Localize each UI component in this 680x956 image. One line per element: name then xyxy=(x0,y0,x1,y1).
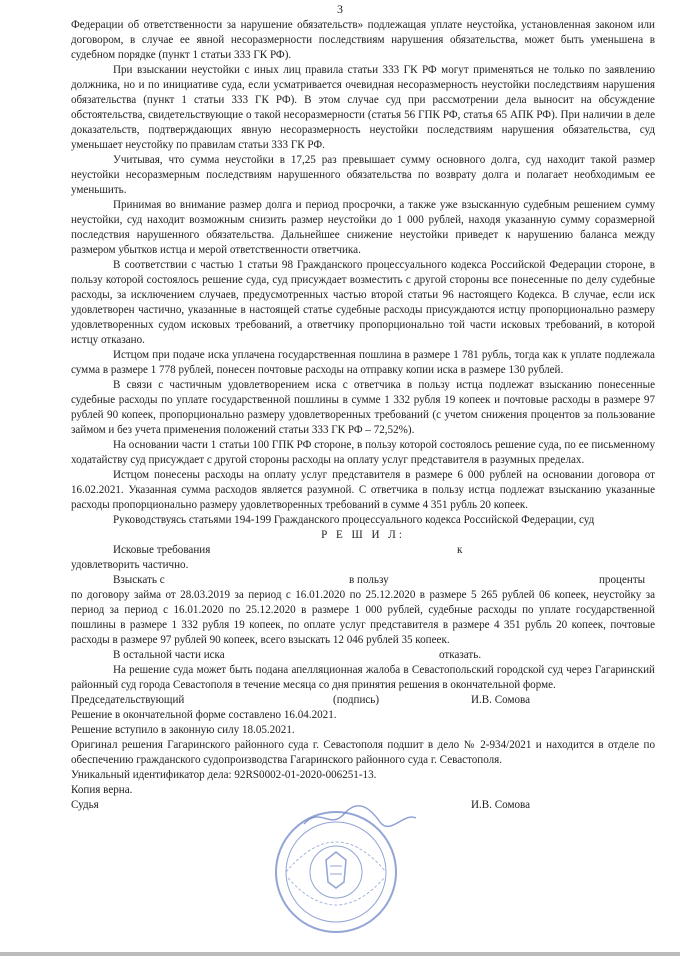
page-number: 3 xyxy=(337,2,343,16)
paragraph-8: На основании части 1 статьи 100 ГПК РФ стороне, в пользу которой состоялось решение суда, по ее письменному ходатайству суд присуждает с другой стороны расходы на оплату услуг представителя в разумных пределах. xyxy=(71,439,655,466)
collect-line xyxy=(71,573,655,588)
uid-note: Уникальный идентификатор дела: 92RS0002-01-2020-006251-13. xyxy=(71,769,377,781)
presiding-label: Председательствующий xyxy=(71,694,185,706)
paragraph-6: Истцом при подаче иска уплачена государственная пошлина в размере 1 781 рубль, тогда как к уплате подлежала сумма в размере 1 778 рублей, понесен почтовые расходы на отправку копии иска в размере 130 рублей. xyxy=(71,349,655,376)
collect-text: по договору займа от 28.03.2019 за период с 16.01.2020 по 25.12.2020 в размере 5 265 рублей 06 копеек, неустойку за период за период с 16.01.2020 по 25.12.2020 в размере 1 000 рублей, судебные расходы по уплате государственной пошлины в размере 1 332 рубля 19 копеек, по оплате услуг представителя в размере 4 351 рубль 20 копеек, почтовые расходы в размере 97 рублей 90 копеек, всего взыскать 12 046 рублей 35 копеек. xyxy=(71,589,655,646)
claims-label: Исковые требования xyxy=(113,544,211,556)
judge-name-2: И.В. Сомова xyxy=(471,799,531,811)
interest-word: проценты xyxy=(599,574,646,586)
judge-name: И.В. Сомова xyxy=(471,694,531,706)
presiding-line xyxy=(71,693,655,708)
copy-true-note: Копия верна. xyxy=(71,784,133,796)
claims-result: удовлетворить частично. xyxy=(71,559,189,571)
in-favor: в пользу xyxy=(349,574,389,586)
paragraph-5: В соответствии с частью 1 статьи 98 Гражданского процессуального кодекса Российской Федерации стороне, в пользу которой состоялось решение суда, суд присуждает возместить с другой стороны все понесенные по делу судебные расходы, за исключением случаев, предусмотренных частью второй статьи 96 настоящего Кодекса. В случае, если иск удовлетворен частично, указанные в настоящей статье судебные расходы присуждаются истцу пропорционально размеру удовлетворенных судом исковых требований, а ответчику пропорционально той части исковых требований, в которой истцу отказано. xyxy=(71,259,655,346)
paragraph-10: Руководствуясь статьями 194-199 Гражданского процессуального кодекса Российской Федерации, суд xyxy=(113,514,595,526)
original-note: Оригинал решения Гагаринского районного суда г. Севастополя подшит в дело № 2-934/2021 и находится в отделе по обеспечению гражданского судопроизводства Гагаринского районного суда г. Севастополя. xyxy=(71,739,655,766)
appeal-text: На решение суда может быть подана апелляционная жалоба в Севастопольский городской суд через Гагаринский районный суд города Севастополя в течение месяца со дня принятия решения в окончательной форме. xyxy=(71,664,655,691)
judge-label: Судья xyxy=(71,799,99,811)
decision-heading: Р Е Ш И Л: xyxy=(321,529,405,541)
paragraph-4: Принимая во внимание размер долга и период просрочки, а также уже взысканную судебным решением сумму неустойки, суд находит возможным снизить размер неустойки до 1 000 рублей, находя указанную сумму соразмерной последствия нарушенного обязательства. Дальнейшее снижение неустойки приведет к нарушению баланса между размером убытков истца и мерой ответственности ответчика. xyxy=(71,199,655,256)
final-form-note: Решение в окончательной форме составлено 16.04.2021. xyxy=(71,709,337,721)
paragraph-1: Федерации об ответственности за нарушение обязательств» подлежащая уплате неустойка, установленная законом или договором, в случае ее явной несоразмерности последствиям нарушения обязательства, может быть уменьшена в судебном порядке (пункт 1 статьи 333 ГК РФ). xyxy=(71,19,655,61)
paragraph-2: При взыскании неустойки с иных лиц правила статьи 333 ГК РФ могут применяться не только по заявлению должника, но и по инициативе суда, если усматривается очевидная несоразмерность неустойки последствиям нарушения обязательства (пункт 1 статьи 333 ГК РФ). В этом случае суд при рассмотрении дела выносит на обсуждение обстоятельства, свидетельствующие о такой несоразмерности (статья 56 ГПК РФ, статья 65 АПК РФ). При наличии в деле доказательств, подтверждающих явную несоразмерность неустойки последствиям нарушения обязательства, суд уменьшает неустойку по правилам статьи 333 ГК РФ. xyxy=(71,64,655,151)
document-body xyxy=(71,18,655,813)
paragraph-9: Истцом понесены расходы на оплату услуг представителя в размере 6 000 рублей на основании договора от 16.02.2021. Указанная сумма расходов является разумной. С ответчика в пользу истца подлежат взысканию указанные расходы пропорционально размеру удовлетворенных требований в сумме 4 351 рубль 20 копеек. xyxy=(71,469,655,511)
paragraph-3: Учитывая, что сумма неустойки в 17,25 раз превышает сумму основного долга, суд находит такой размер неустойки несоразмерным последствиям нарушенного обязательства по возврату долга и полагает необходимым ее уменьшить. xyxy=(71,154,655,196)
rest-result: отказать. xyxy=(439,649,482,661)
claims-line xyxy=(71,543,655,558)
rest-label: В остальной части иска xyxy=(113,649,225,661)
paragraph-7: В связи с частичным удовлетворением иска с ответчика в пользу истца подлежат взысканию понесенные судебные расходы по уплате государственной пошлины в сумме 1 332 рубля 19 копеек и почтовые расходы в размере 97 рублей 90 копеек, пропорционально размеру удовлетворенных требований (с учетом снижения процентов за пользование займом и без учета применения положений статьи 333 ГК РФ – 72,52%). xyxy=(71,379,655,436)
in-force-note: Решение вступило в законную силу 18.05.2021. xyxy=(71,724,295,736)
collect-from: Взыскать с xyxy=(113,574,165,586)
signature-scribble-icon xyxy=(300,802,420,832)
rest-line xyxy=(71,648,655,663)
claims-k: к xyxy=(457,544,463,556)
sign-note: (подпись) xyxy=(333,694,380,706)
page-bottom-edge xyxy=(0,952,680,956)
